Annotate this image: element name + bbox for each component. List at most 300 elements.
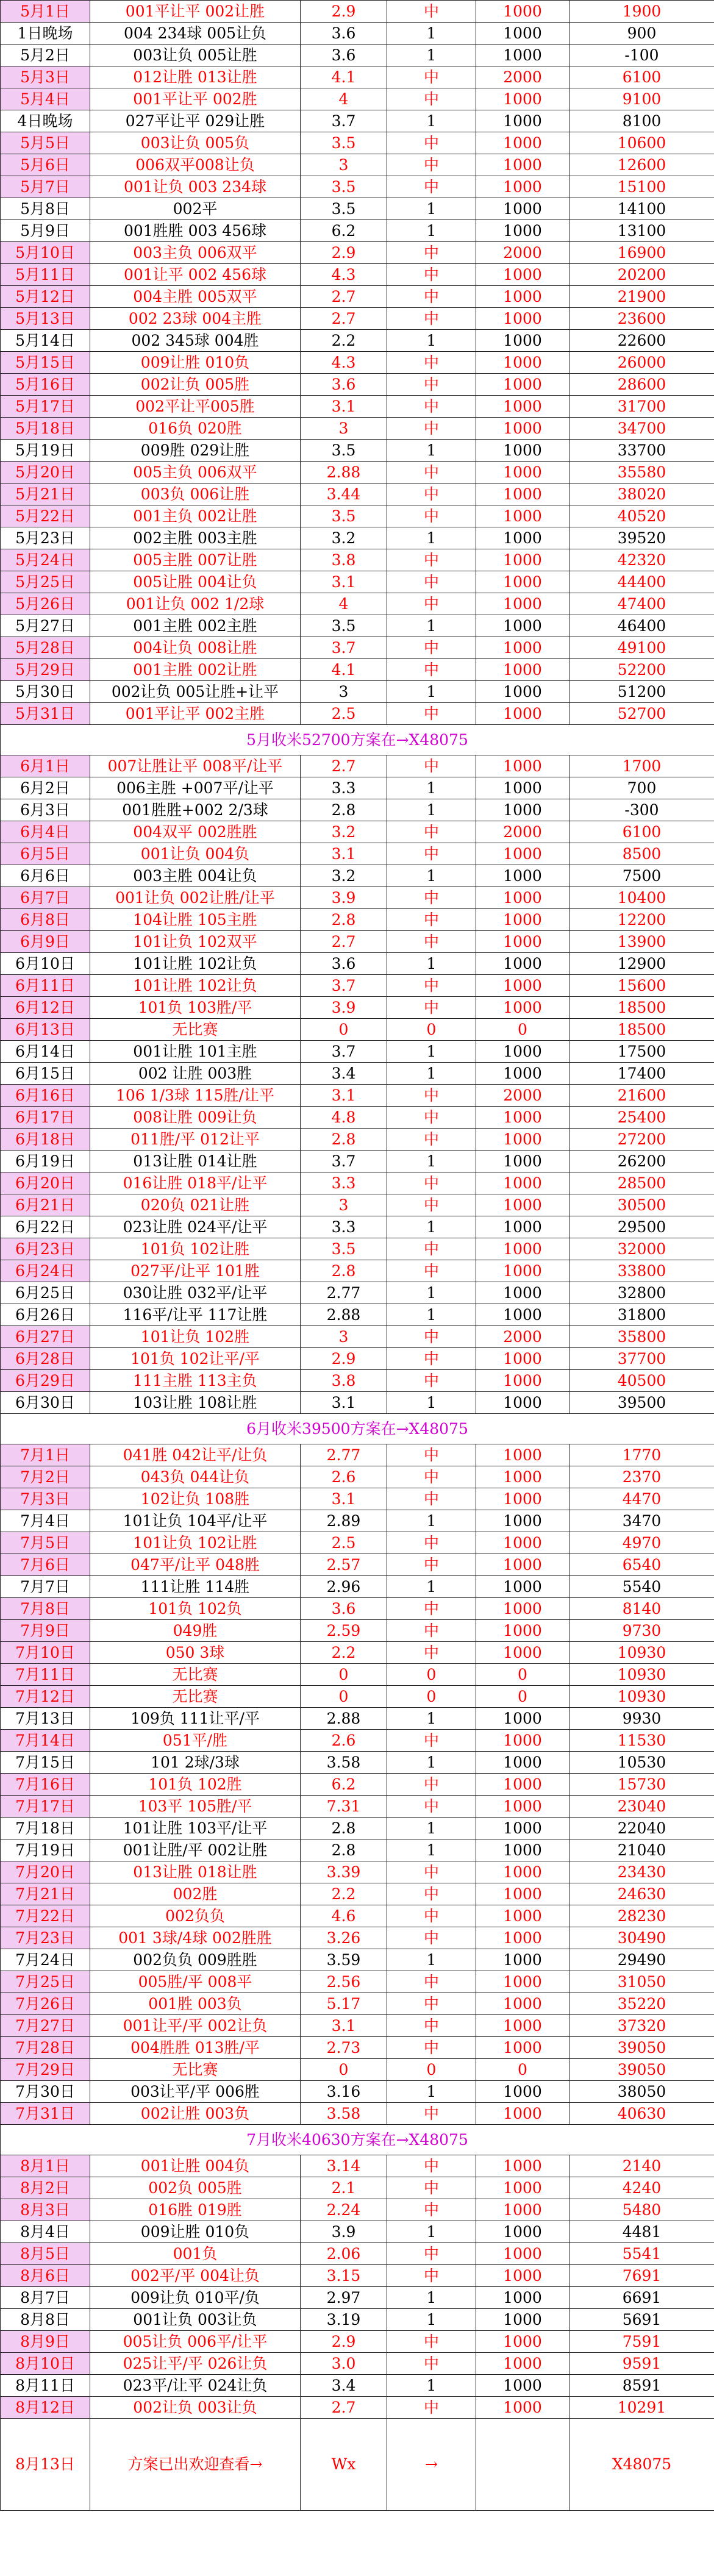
result-row [1, 1348, 714, 1370]
result-row [1, 1019, 714, 1041]
odds-cell: 2.7 [301, 2397, 387, 2419]
balance-cell: 10930 [569, 1642, 714, 1664]
date-cell: 7月28日 [1, 2037, 90, 2059]
odds-cell: 2.88 [301, 462, 387, 483]
date-cell: 5月25日 [1, 571, 90, 593]
match-cell: 001负 [90, 2243, 301, 2265]
odds-cell: 4.3 [301, 352, 387, 374]
date-cell: 7月18日 [1, 1818, 90, 1839]
stake-cell: 1000 [476, 1554, 569, 1576]
result-row [1, 865, 714, 887]
date-cell: 5月3日 [1, 66, 90, 88]
date-cell: 6月19日 [1, 1151, 90, 1172]
result-cell: 中 [387, 1927, 476, 1949]
result-cell: 1 [387, 2081, 476, 2103]
stake-cell: 1000 [476, 615, 569, 637]
result-cell: 1 [387, 1216, 476, 1238]
odds-cell: 2.59 [301, 1620, 387, 1642]
balance-cell: 5480 [569, 2199, 714, 2221]
result-cell: 中 [387, 308, 476, 330]
result-row [1, 1063, 714, 1085]
result-cell: 中 [387, 1326, 476, 1348]
balance-cell: 23430 [569, 1861, 714, 1883]
results-table-body [1, 1, 714, 2511]
balance-cell: 4470 [569, 1488, 714, 1510]
result-cell: 中 [387, 66, 476, 88]
date-cell: 7月3日 [1, 1488, 90, 1510]
result-row [1, 1238, 714, 1260]
date-cell: 6月21日 [1, 1194, 90, 1216]
result-row [1, 1993, 714, 2015]
match-cell: 101让胜 102让负 [90, 975, 301, 997]
result-row [1, 1664, 714, 1686]
match-cell: 001胜胜 003 456球 [90, 220, 301, 242]
result-cell: 中 [387, 1260, 476, 1282]
result-row [1, 2375, 714, 2397]
odds-cell: 3.0 [301, 2353, 387, 2375]
result-cell: 1 [387, 865, 476, 887]
balance-cell: 17400 [569, 1063, 714, 1085]
match-cell: 013让胜 014让胜 [90, 1151, 301, 1172]
odds-cell: 2.9 [301, 1348, 387, 1370]
footer-date: 8月13日 [1, 2419, 90, 2511]
odds-cell: 3.9 [301, 2221, 387, 2243]
balance-cell: 2370 [569, 1466, 714, 1488]
stake-cell: 1000 [476, 1576, 569, 1598]
match-cell: 101负 102负 [90, 1598, 301, 1620]
odds-cell: 2.8 [301, 799, 387, 821]
result-cell: 1 [387, 1063, 476, 1085]
date-cell: 6月2日 [1, 777, 90, 799]
odds-cell: 2.6 [301, 1730, 387, 1752]
date-cell: 7月4日 [1, 1510, 90, 1532]
date-cell: 5月19日 [1, 440, 90, 462]
result-cell: 中 [387, 505, 476, 527]
match-cell: 001让负 003 234球 [90, 176, 301, 198]
balance-cell: 47400 [569, 593, 714, 615]
result-cell: 中 [387, 2037, 476, 2059]
result-row [1, 132, 714, 154]
result-row [1, 2199, 714, 2221]
balance-cell: 900 [569, 23, 714, 45]
stake-cell: 2000 [476, 821, 569, 843]
date-cell: 6月24日 [1, 1260, 90, 1282]
match-cell: 004让负 008让胜 [90, 637, 301, 659]
odds-cell: 3.15 [301, 2265, 387, 2287]
stake-cell: 1000 [476, 264, 569, 286]
odds-cell: 0 [301, 1686, 387, 1708]
date-cell: 5月22日 [1, 505, 90, 527]
balance-cell: 37700 [569, 1348, 714, 1370]
result-row [1, 23, 714, 45]
date-cell: 5月29日 [1, 659, 90, 681]
footer-row [1, 2419, 714, 2511]
result-row [1, 931, 714, 953]
match-cell: 020负 021让胜 [90, 1194, 301, 1216]
result-row [1, 66, 714, 88]
result-row [1, 1796, 714, 1818]
result-cell: 中 [387, 997, 476, 1019]
match-cell: 009让负 010平/负 [90, 2287, 301, 2309]
date-cell: 8月10日 [1, 2353, 90, 2375]
date-cell: 6月12日 [1, 997, 90, 1019]
result-cell: 1 [387, 953, 476, 975]
odds-cell: 3.6 [301, 23, 387, 45]
date-cell: 7月24日 [1, 1949, 90, 1971]
balance-cell: 49100 [569, 637, 714, 659]
odds-cell: 7.31 [301, 1796, 387, 1818]
result-row [1, 45, 714, 66]
balance-cell: 39050 [569, 2059, 714, 2081]
stake-cell: 1000 [476, 2309, 569, 2331]
result-row [1, 330, 714, 352]
result-row [1, 1708, 714, 1730]
match-cell: 001让胜 004负 [90, 2155, 301, 2177]
odds-cell: 3.6 [301, 1598, 387, 1620]
stake-cell: 1000 [476, 1774, 569, 1796]
stake-cell: 1000 [476, 1260, 569, 1282]
stake-cell: 0 [476, 1686, 569, 1708]
match-cell: 101让负 102双平 [90, 931, 301, 953]
balance-cell: 1900 [569, 1, 714, 23]
balance-cell: 18500 [569, 997, 714, 1019]
date-cell: 6月15日 [1, 1063, 90, 1085]
result-cell: 中 [387, 352, 476, 374]
odds-cell: 3 [301, 154, 387, 176]
match-cell: 004主胜 005双平 [90, 286, 301, 308]
result-cell: 中 [387, 2331, 476, 2353]
stake-cell: 1000 [476, 659, 569, 681]
odds-cell: 6.2 [301, 1774, 387, 1796]
date-cell: 7月23日 [1, 1927, 90, 1949]
stake-cell: 1000 [476, 286, 569, 308]
balance-cell: 22600 [569, 330, 714, 352]
date-cell: 6月16日 [1, 1085, 90, 1107]
stake-cell: 1000 [476, 1392, 569, 1414]
match-cell: 011胜/平 012让平 [90, 1129, 301, 1151]
result-cell: 中 [387, 1993, 476, 2015]
odds-cell: 2.5 [301, 703, 387, 725]
balance-cell: 7591 [569, 2331, 714, 2353]
odds-cell: 3.4 [301, 2375, 387, 2397]
balance-cell: 4970 [569, 1532, 714, 1554]
match-cell: 006双平008让负 [90, 154, 301, 176]
result-row [1, 549, 714, 571]
result-cell: 1 [387, 615, 476, 637]
result-row [1, 264, 714, 286]
result-row [1, 909, 714, 931]
stake-cell: 2000 [476, 242, 569, 264]
result-cell: 中 [387, 2265, 476, 2287]
date-cell: 5月6日 [1, 154, 90, 176]
odds-cell: 4.6 [301, 1905, 387, 1927]
date-cell: 7月25日 [1, 1971, 90, 1993]
footer-message: 方案已出欢迎查看→ [90, 2419, 301, 2511]
result-cell: 中 [387, 821, 476, 843]
match-cell: 101让负 102胜 [90, 1326, 301, 1348]
result-cell: 中 [387, 396, 476, 418]
result-cell: 1 [387, 1708, 476, 1730]
result-row [1, 681, 714, 703]
result-row [1, 242, 714, 264]
match-cell: 043负 044让负 [90, 1466, 301, 1488]
stake-cell: 1000 [476, 931, 569, 953]
result-row [1, 1971, 714, 1993]
match-cell: 001让平/平 002让负 [90, 2015, 301, 2037]
result-cell: 1 [387, 527, 476, 549]
balance-cell: 6100 [569, 66, 714, 88]
match-cell: 016负 020胜 [90, 418, 301, 440]
date-cell: 6月18日 [1, 1129, 90, 1151]
result-row [1, 440, 714, 462]
odds-cell: 2.7 [301, 931, 387, 953]
result-row [1, 1949, 714, 1971]
result-cell: 中 [387, 88, 476, 110]
date-cell: 6月27日 [1, 1326, 90, 1348]
date-cell: 8月3日 [1, 2199, 90, 2221]
month-summary-row [1, 1414, 714, 1444]
balance-cell: 52200 [569, 659, 714, 681]
odds-cell: 3.1 [301, 571, 387, 593]
balance-cell: 5541 [569, 2243, 714, 2265]
date-cell: 5月8日 [1, 198, 90, 220]
result-row [1, 1839, 714, 1861]
balance-cell: 32000 [569, 1238, 714, 1260]
date-cell: 6月11日 [1, 975, 90, 997]
stake-cell: 1000 [476, 1444, 569, 1466]
balance-cell: 6100 [569, 821, 714, 843]
result-cell: 1 [387, 1818, 476, 1839]
odds-cell: 2.73 [301, 2037, 387, 2059]
odds-cell: 3.5 [301, 440, 387, 462]
balance-cell: 12900 [569, 953, 714, 975]
match-cell: 002负负 [90, 1905, 301, 1927]
stake-cell: 1000 [476, 418, 569, 440]
match-cell: 051平/胜 [90, 1730, 301, 1752]
balance-cell: 28230 [569, 1905, 714, 1927]
stake-cell: 1000 [476, 1993, 569, 2015]
date-cell: 7月13日 [1, 1708, 90, 1730]
stake-cell: 1000 [476, 110, 569, 132]
balance-cell: 9591 [569, 2353, 714, 2375]
odds-cell: 3.3 [301, 1216, 387, 1238]
balance-cell: 22040 [569, 1818, 714, 1839]
match-cell: 无比赛 [90, 1019, 301, 1041]
date-cell: 6月13日 [1, 1019, 90, 1041]
result-cell: 中 [387, 2397, 476, 2419]
odds-cell: 3.5 [301, 505, 387, 527]
date-cell: 8月7日 [1, 2287, 90, 2309]
match-cell: 016让胜 018平/让平 [90, 1172, 301, 1194]
match-cell: 002平让平005胜 [90, 396, 301, 418]
result-cell: 中 [387, 1348, 476, 1370]
result-cell: 中 [387, 1554, 476, 1576]
result-cell: 中 [387, 1971, 476, 1993]
stake-cell: 1000 [476, 887, 569, 909]
balance-cell: 20200 [569, 264, 714, 286]
balance-cell: 52700 [569, 703, 714, 725]
result-row [1, 308, 714, 330]
match-cell: 049胜 [90, 1620, 301, 1642]
stake-cell: 1000 [476, 2265, 569, 2287]
match-cell: 001让胜/平 002让胜 [90, 1839, 301, 1861]
result-cell: 中 [387, 2177, 476, 2199]
stake-cell: 1000 [476, 1971, 569, 1993]
result-cell: 中 [387, 1774, 476, 1796]
match-cell: 无比赛 [90, 1686, 301, 1708]
result-row [1, 1282, 714, 1304]
match-cell: 012让胜 013让胜 [90, 66, 301, 88]
result-row [1, 1774, 714, 1796]
odds-cell: 2.56 [301, 1971, 387, 1993]
odds-cell: 3.39 [301, 1861, 387, 1883]
stake-cell: 1000 [476, 1818, 569, 1839]
match-cell: 004胜胜 013胜/平 [90, 2037, 301, 2059]
date-cell: 7月5日 [1, 1532, 90, 1554]
result-cell: 中 [387, 462, 476, 483]
stake-cell: 1000 [476, 1532, 569, 1554]
balance-cell: 30500 [569, 1194, 714, 1216]
match-cell: 013让胜 018让胜 [90, 1861, 301, 1883]
result-row [1, 821, 714, 843]
odds-cell: 2.24 [301, 2199, 387, 2221]
balance-cell: 8140 [569, 1598, 714, 1620]
match-cell: 008让胜 009让负 [90, 1107, 301, 1129]
odds-cell: 3.59 [301, 1949, 387, 1971]
balance-cell: 26200 [569, 1151, 714, 1172]
match-cell: 003让平/平 006胜 [90, 2081, 301, 2103]
balance-cell: 5540 [569, 1576, 714, 1598]
odds-cell: 3.2 [301, 821, 387, 843]
stake-cell: 1000 [476, 1839, 569, 1861]
result-cell: 中 [387, 264, 476, 286]
result-row [1, 1510, 714, 1532]
match-cell: 111主胜 113主负 [90, 1370, 301, 1392]
odds-cell: 2.2 [301, 1642, 387, 1664]
stake-cell: 1000 [476, 2081, 569, 2103]
result-cell: 中 [387, 2015, 476, 2037]
stake-cell: 1000 [476, 45, 569, 66]
date-cell: 5月20日 [1, 462, 90, 483]
result-row [1, 1730, 714, 1752]
result-row [1, 615, 714, 637]
stake-cell: 1000 [476, 462, 569, 483]
odds-cell: 3.19 [301, 2309, 387, 2331]
stake-cell: 1000 [476, 997, 569, 1019]
match-cell: 023平/让平 024让负 [90, 2375, 301, 2397]
balance-cell: 31800 [569, 1304, 714, 1326]
balance-cell: 24630 [569, 1883, 714, 1905]
match-cell: 103平 105胜/平 [90, 1796, 301, 1818]
match-cell: 004双平 002胜胜 [90, 821, 301, 843]
stake-cell: 1000 [476, 2243, 569, 2265]
stake-cell: 1000 [476, 1063, 569, 1085]
balance-cell: 29490 [569, 1949, 714, 1971]
result-row [1, 154, 714, 176]
balance-cell: 44400 [569, 571, 714, 593]
result-row [1, 462, 714, 483]
result-row [1, 2397, 714, 2419]
date-cell: 7月17日 [1, 1796, 90, 1818]
odds-cell: 2.57 [301, 1554, 387, 1576]
date-cell: 5月16日 [1, 374, 90, 396]
stake-cell: 1000 [476, 23, 569, 45]
odds-cell: 2.89 [301, 1510, 387, 1532]
date-cell: 4日晚场 [1, 110, 90, 132]
match-cell: 001主负 002让胜 [90, 505, 301, 527]
date-cell: 6月20日 [1, 1172, 90, 1194]
balance-cell: 31700 [569, 396, 714, 418]
date-cell: 7月16日 [1, 1774, 90, 1796]
stake-cell: 1000 [476, 1466, 569, 1488]
odds-cell: 4 [301, 88, 387, 110]
result-row [1, 2037, 714, 2059]
balance-cell: 15730 [569, 1774, 714, 1796]
balance-cell: 1700 [569, 755, 714, 777]
date-cell: 5月18日 [1, 418, 90, 440]
result-cell: 中 [387, 242, 476, 264]
result-row [1, 505, 714, 527]
footer-code: X48075 [569, 2419, 714, 2511]
odds-cell: 3.16 [301, 2081, 387, 2103]
odds-cell: 2.96 [301, 1576, 387, 1598]
odds-cell: 3.5 [301, 1238, 387, 1260]
result-cell: 中 [387, 1488, 476, 1510]
result-cell: 0 [387, 1664, 476, 1686]
result-cell: 1 [387, 681, 476, 703]
result-cell: 1 [387, 1282, 476, 1304]
stake-cell: 1000 [476, 1752, 569, 1774]
match-cell: 101 2球/3球 [90, 1752, 301, 1774]
result-cell: 中 [387, 374, 476, 396]
stake-cell: 1000 [476, 1, 569, 23]
odds-cell: 3.1 [301, 2015, 387, 2037]
result-cell: 中 [387, 1129, 476, 1151]
result-row [1, 659, 714, 681]
result-cell: 中 [387, 132, 476, 154]
result-cell: 中 [387, 1194, 476, 1216]
match-cell: 025让平/平 026让负 [90, 2353, 301, 2375]
stake-cell: 1000 [476, 1927, 569, 1949]
result-cell: 1 [387, 2287, 476, 2309]
stake-cell: 1000 [476, 755, 569, 777]
date-cell: 8月5日 [1, 2243, 90, 2265]
balance-cell: 9100 [569, 88, 714, 110]
date-cell: 8月8日 [1, 2309, 90, 2331]
match-cell: 009让胜 010负 [90, 352, 301, 374]
balance-cell: 700 [569, 777, 714, 799]
balance-cell: 38020 [569, 483, 714, 505]
odds-cell: 2.88 [301, 1304, 387, 1326]
result-row [1, 777, 714, 799]
stake-cell: 1000 [476, 374, 569, 396]
stake-cell: 1000 [476, 1107, 569, 1129]
match-cell: 005胜/平 008平 [90, 1971, 301, 1993]
match-cell: 009让胜 010负 [90, 2221, 301, 2243]
balance-cell: 17500 [569, 1041, 714, 1063]
stake-cell: 1000 [476, 777, 569, 799]
stake-cell: 1000 [476, 352, 569, 374]
match-cell: 004 234球 005让负 [90, 23, 301, 45]
match-cell: 101负 102胜 [90, 1774, 301, 1796]
stake-cell: 1000 [476, 1949, 569, 1971]
odds-cell: 3.1 [301, 843, 387, 865]
match-cell: 101负 102让胜 [90, 1238, 301, 1260]
stake-cell: 0 [476, 2059, 569, 2081]
odds-cell: 3.7 [301, 1041, 387, 1063]
odds-cell: 2.8 [301, 1839, 387, 1861]
date-cell: 5月15日 [1, 352, 90, 374]
